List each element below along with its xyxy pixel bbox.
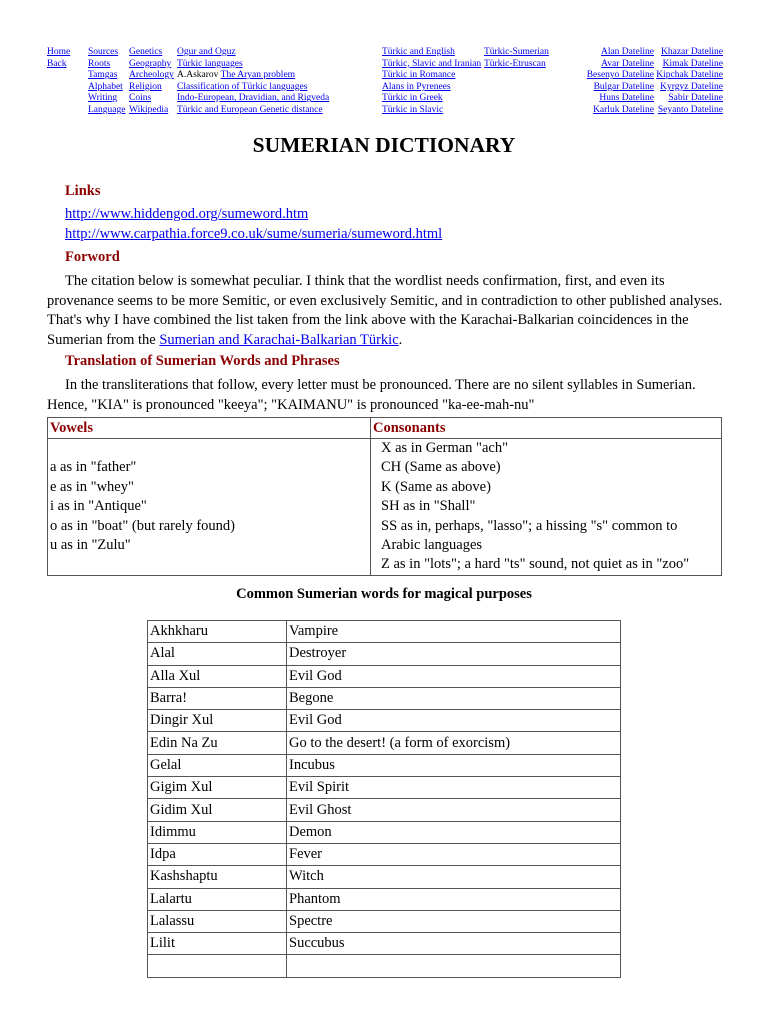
word-cell: Akhkharu <box>148 621 287 643</box>
word-cell: Edin Na Zu <box>148 732 287 754</box>
nav-link[interactable]: Karluk Dateline <box>593 104 654 115</box>
table-row <box>148 888 621 910</box>
vowels-cell <box>48 439 371 576</box>
nav-link[interactable]: Türkic in Slavic <box>382 104 444 115</box>
consonant-line: CH (Same as above) <box>381 459 501 476</box>
nav-link[interactable]: Geography <box>129 58 172 69</box>
nav-column-home <box>47 47 70 70</box>
nav-link[interactable]: Besenyo Dateline <box>586 70 654 81</box>
links-heading: Links <box>65 183 101 199</box>
meaning-cell: Fever <box>287 843 621 865</box>
meaning-cell: Demon <box>287 821 621 843</box>
translation-heading: Translation of Sumerian Words and Phrases <box>65 353 340 369</box>
table-row <box>148 821 621 843</box>
source-link-2[interactable]: http://www.carpathia.force9.co.uk/sume/sumeria/sumeword.html <box>65 226 443 242</box>
nav-author: A.Askarov <box>177 70 219 81</box>
nav-link[interactable]: Genetics <box>129 47 163 57</box>
vowel-line: i as in "Antique" <box>50 498 147 515</box>
vowel-line: e as in "whey" <box>50 478 134 495</box>
word-cell: Barra! <box>148 687 287 709</box>
meaning-cell: Go to the desert! (a form of exorcism) <box>287 732 621 754</box>
nav-link[interactable]: Kyrgyz Dateline <box>660 81 723 92</box>
word-cell: Dingir Xul <box>148 710 287 732</box>
vowel-line: a as in "father" <box>50 459 137 476</box>
nav-link[interactable]: Wikipedia <box>129 104 169 115</box>
nav-link[interactable]: Religion <box>129 81 162 92</box>
word-cell <box>148 955 287 977</box>
consonant-line: K (Same as above) <box>381 478 491 495</box>
table-row <box>148 687 621 709</box>
nav-link[interactable]: Indo-European, Dravidian, and Rigveda <box>177 93 330 104</box>
nav-column-datelines-a <box>587 47 654 117</box>
word-cell: Gelal <box>148 754 287 776</box>
consonant-line: SS as in, perhaps, "lasso"; a hissing "s" common to Arabic languages <box>381 517 678 554</box>
meaning-cell: Evil God <box>287 665 621 687</box>
word-cell: Gidim Xul <box>148 799 287 821</box>
meaning-cell <box>287 955 621 977</box>
nav-link[interactable]: Back <box>47 58 67 69</box>
pronunciation-table <box>47 417 722 576</box>
nav-link[interactable]: Türkic in Romance <box>382 70 456 81</box>
table-row <box>148 777 621 799</box>
meaning-cell: Phantom <box>287 888 621 910</box>
nav-link[interactable]: Türkic and European Genetic distance <box>177 104 323 115</box>
nav-link[interactable]: Kipchak Dateline <box>656 70 723 81</box>
meaning-cell: Evil God <box>287 710 621 732</box>
words-table-caption: Common Sumerian words for magical purposes <box>236 586 532 602</box>
table-row <box>148 910 621 932</box>
consonant-line: Z as in "lots"; a hard "ts" sound, not quiet as in "zoo" <box>381 556 690 573</box>
nav-link[interactable]: Türkic in Greek <box>382 93 443 104</box>
nav-link[interactable]: Classification of Türkic languages <box>177 81 308 92</box>
consonant-line: X as in German "ach" <box>381 440 508 456</box>
nav-link[interactable]: Türkic languages <box>177 58 243 69</box>
consonants-header: Consonants <box>371 418 722 439</box>
forword-heading: Forword <box>65 249 120 265</box>
words-table <box>147 620 621 978</box>
nav-link[interactable]: Türkic-Sumerian <box>484 47 549 57</box>
nav-column-genetics <box>129 47 174 117</box>
karachai-link[interactable]: Sumerian and Karachai-Balkarian Türkic <box>159 331 399 348</box>
table-row <box>148 732 621 754</box>
meaning-cell: Spectre <box>287 910 621 932</box>
nav-link[interactable]: Coins <box>129 93 152 104</box>
nav-askarov-line <box>177 70 329 82</box>
table-row <box>148 933 621 955</box>
vowels-header: Vowels <box>48 418 371 439</box>
meaning-cell: Begone <box>287 687 621 709</box>
table-row <box>148 799 621 821</box>
nav-link[interactable]: Türkic and English <box>382 47 455 57</box>
nav-link[interactable]: Türkic-Etruscan <box>484 58 546 69</box>
nav-link[interactable]: Language <box>88 104 126 115</box>
word-cell: Lilit <box>148 933 287 955</box>
word-cell: Idimmu <box>148 821 287 843</box>
meaning-cell: Destroyer <box>287 643 621 665</box>
forword-text-end: . <box>398 331 403 348</box>
pronunciation-header-row <box>48 418 722 439</box>
nav-link[interactable]: Sources <box>88 47 119 57</box>
table-row <box>148 955 621 977</box>
page-title: SUMERIAN DICTIONARY <box>252 133 516 157</box>
nav-link[interactable]: Huns Dateline <box>599 93 654 104</box>
nav-link[interactable]: Kimak Dateline <box>662 58 723 69</box>
nav-link[interactable]: Türkic, Slavic and Iranian <box>382 58 482 69</box>
consonants-cell <box>371 439 722 576</box>
word-cell: Lalartu <box>148 888 287 910</box>
nav-link[interactable]: Archeology <box>129 70 174 81</box>
nav-column-comparisons <box>484 47 549 70</box>
source-link-1[interactable]: http://www.hiddengod.org/sumeword.htm <box>65 206 309 222</box>
forword-paragraph <box>47 272 727 350</box>
pronunciation-body-row <box>48 439 722 576</box>
meaning-cell: Evil Ghost <box>287 799 621 821</box>
consonant-line: SH as in "Shall" <box>381 498 476 515</box>
table-row <box>148 754 621 776</box>
table-row <box>148 643 621 665</box>
meaning-cell: Witch <box>287 866 621 888</box>
nav-link[interactable]: Khazar Dateline <box>661 47 723 57</box>
translation-paragraph: In the transliterations that follow, every letter must be pronounced. There are no silent syllables in Sumerian. Hence, "KIA" is pronounced "keeya"; "KAIMANU" is pronounced "ka-ee-mah-nu" <box>47 377 696 413</box>
nav-link[interactable]: Seyanto Dateline <box>657 104 723 115</box>
word-cell: Lalassu <box>148 910 287 932</box>
vowel-line: o as in "boat" (but rarely found) <box>50 517 235 534</box>
meaning-cell: Incubus <box>287 754 621 776</box>
nav-link[interactable]: Alans in Pyrenees <box>382 81 451 92</box>
vowel-line: u as in "Zulu" <box>50 537 131 554</box>
table-row <box>148 866 621 888</box>
nav-link[interactable]: Home <box>47 47 71 57</box>
nav-link[interactable]: Tamgas <box>88 70 118 81</box>
table-row <box>148 710 621 732</box>
word-cell: Alla Xul <box>148 665 287 687</box>
nav-link[interactable]: Alan Dateline <box>600 47 654 57</box>
nav-link[interactable]: Writing <box>88 93 118 104</box>
nav-link[interactable]: Bulgar Dateline <box>593 81 654 92</box>
nav-column-sources <box>88 47 125 117</box>
meaning-cell: Evil Spirit <box>287 777 621 799</box>
meaning-cell: Succubus <box>287 933 621 955</box>
nav-link[interactable]: Roots <box>88 58 111 69</box>
nav-link[interactable]: The Aryan problem <box>220 70 296 81</box>
table-row <box>148 843 621 865</box>
forword-text: The citation below is somewhat peculiar. I think that the wordlist needs confirmation, first, and even its provenance seems to be more Semitic, or even exclusively Semitic, and in contradiction to other published analyses. That's why I have combined the list taken from the link above with the Karachai-Balkarian coincidences in the Sumerian from the <box>47 273 723 348</box>
nav-link[interactable]: Alphabet <box>88 81 123 92</box>
nav-column-datelines-b <box>656 47 723 117</box>
table-row <box>148 665 621 687</box>
table-row <box>148 621 621 643</box>
word-cell: Kashshaptu <box>148 866 287 888</box>
nav-column-turkic <box>382 47 481 117</box>
nav-column-languages <box>177 47 329 117</box>
word-cell: Idpa <box>148 843 287 865</box>
nav-link[interactable]: Ogur and Oguz <box>177 47 236 57</box>
word-cell: Alal <box>148 643 287 665</box>
nav-link[interactable]: Sabir Dateline <box>668 93 723 104</box>
nav-link[interactable]: Avar Dateline <box>601 58 654 69</box>
meaning-cell: Vampire <box>287 621 621 643</box>
word-cell: Gigim Xul <box>148 777 287 799</box>
